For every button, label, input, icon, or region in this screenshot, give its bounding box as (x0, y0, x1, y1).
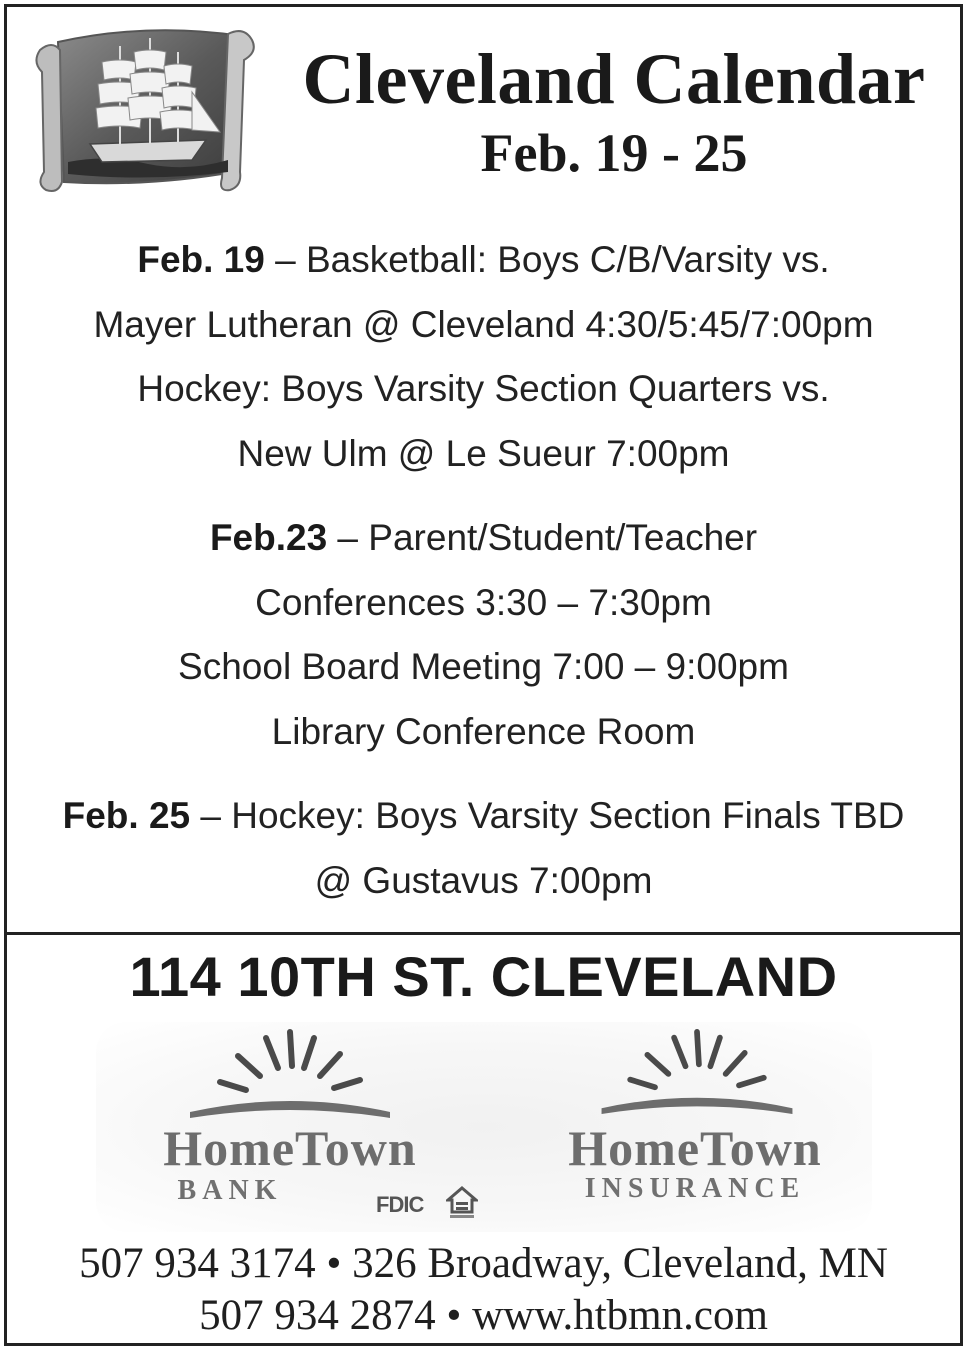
event-feb-23 (8, 506, 959, 764)
contact-line-1: 507 934 3174 • 326 Broadway, Cleveland, MN (79, 1240, 888, 1287)
event-line: New Ulm @ Le Sueur 7:00pm (237, 432, 730, 474)
event-date: Feb. 19 (137, 239, 265, 280)
sunrise-icon (180, 1026, 400, 1122)
event-date: Feb. 25 (62, 795, 191, 836)
sponsor-address: 114 10TH ST. CLEVELAND (129, 945, 838, 1008)
event-line: School Board Meeting 7:00 – 9:00pm (178, 646, 789, 687)
event-line: Feb. 19 – Basketball: Boys C/B/Varsity vs. (137, 239, 830, 280)
contact-line-2: 507 934 2874 • www.htbmn.com (199, 1292, 768, 1339)
event-line: Feb.23 – Parent/Student/Teacher (209, 517, 758, 558)
equal-housing-lender-icon (446, 1186, 478, 1220)
event-date: Feb.23 (209, 517, 328, 558)
hometown-insurance-logo (520, 1024, 870, 1214)
event-feb-25 (8, 784, 959, 913)
insurance-sub: INSURANCE (584, 1173, 806, 1204)
sunrise-icon (592, 1024, 802, 1120)
bank-sub: BANK (177, 1175, 283, 1206)
event-line: @ Gustavus 7:00pm (314, 859, 653, 901)
event-line: Feb. 25 – Hockey: Boys Varsity Section Finals TBD (62, 795, 905, 836)
section-divider (4, 932, 963, 935)
page-title: Cleveland Calendar (302, 39, 926, 119)
insurance-name: HomeTown (568, 1120, 822, 1176)
fdic-badge: FDIC (376, 1192, 424, 1217)
date-range: Feb. 19 - 25 (480, 123, 748, 183)
event-line: Library Conference Room (271, 710, 696, 752)
hometown-bank-logo (100, 1024, 480, 1224)
events-list (8, 228, 959, 933)
event-line: Hockey: Boys Varsity Section Quarters vs. (137, 368, 830, 409)
event-line: Conferences 3:30 – 7:30pm (255, 581, 712, 623)
sailing-ship-scroll-icon (28, 22, 264, 196)
event-feb-19 (8, 228, 959, 486)
bank-name: HomeTown (163, 1120, 417, 1176)
event-line: Mayer Lutheran @ Cleveland 4:30/5:45/7:00pm (93, 303, 874, 345)
